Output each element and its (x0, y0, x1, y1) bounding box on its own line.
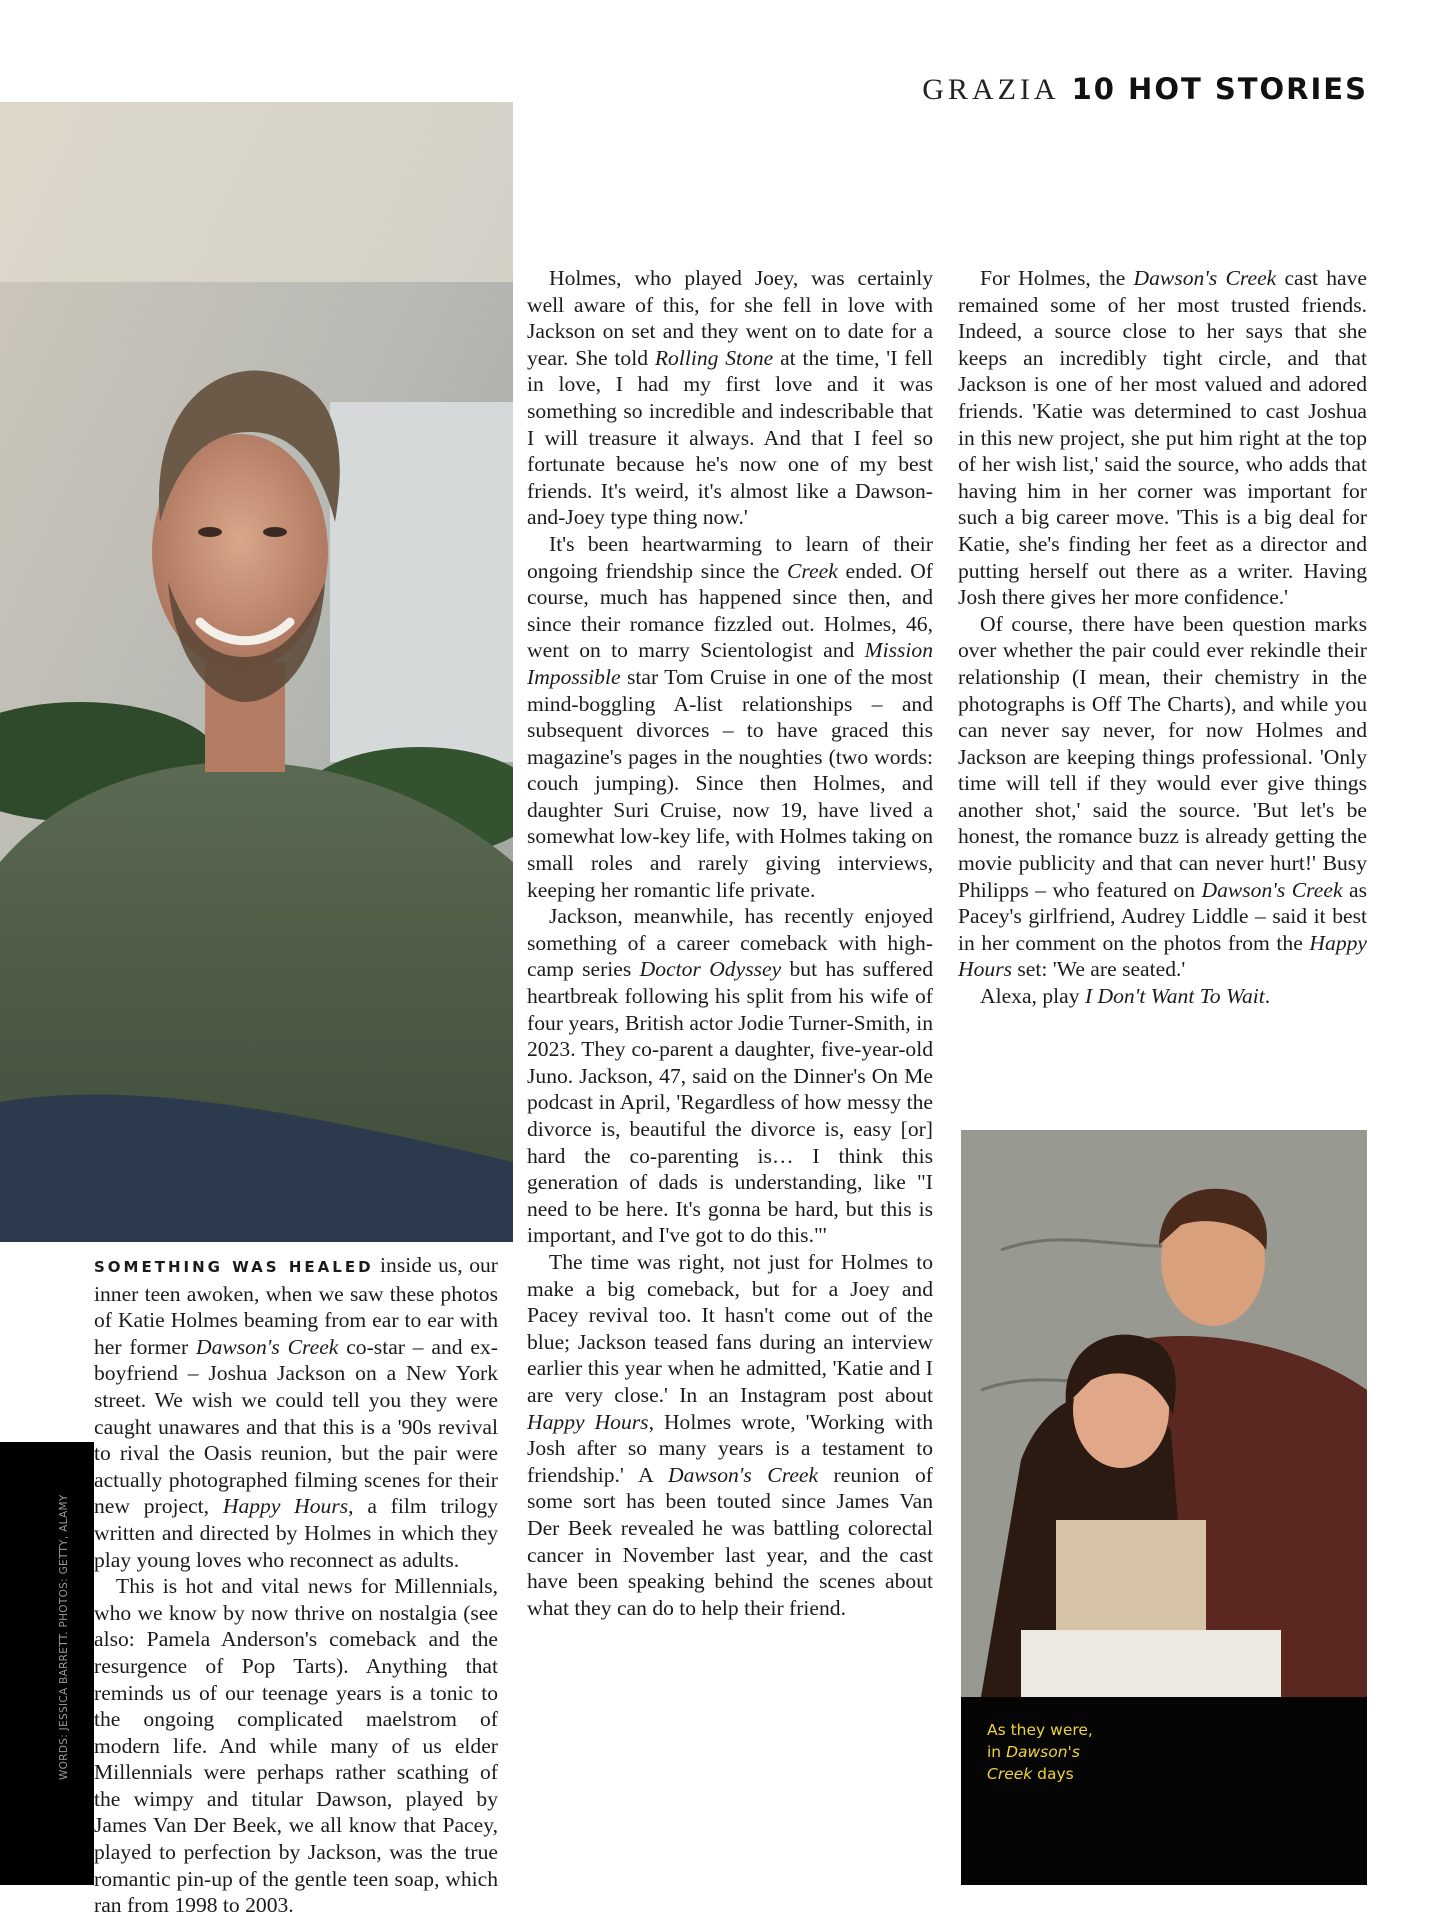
magazine-brand: GRAZIA (922, 73, 1060, 106)
lead-in: SOMETHING WAS HEALED (94, 1258, 374, 1276)
section-title: 10 HOT STORIES (1071, 72, 1368, 106)
hero-photo (0, 102, 513, 1242)
secondary-photo (961, 1130, 1367, 1697)
page-header (922, 72, 1368, 107)
article-paragraph: It's been heartwarming to learn of their ongoing friendship since the Creek ended. Of course, much has happened since then, and since their romance fizzled out. Holmes, 46, went on to marry Scientologist and Mission Impossible star Tom Cruise in one of the most mind-boggling A-list relationships – and subsequent divorces – to have graced this magazine's pages in the noughties (two words: couch jumping). Since then Holmes, and daughter Suri Cruise, now 19, have lived a somewhat low-key life, with Holmes taking on small roles and rarely giving interviews, keeping her romantic life private. (527, 531, 934, 902)
article-paragraph: Holmes, who played Joey, was certainly well aware of this, for she fell in love with Jackson on set and they went on to date for a year. She told Rolling Stone at the time, 'I fell in love, I had my first love and it was something so incredible and indescribable that I will treasure it always. And that I feel so fortunate because he's now one of my best friends. It's weird, it's almost like a Dawson-and-Joey type thing now.' (527, 266, 933, 530)
photo-credit: WORDS: JESSICA BARRETT. PHOTOS: GETTY, ALAMY (58, 1494, 70, 1780)
photo-caption: As they were, in Dawson's Creek days (987, 1721, 1093, 1783)
article-paragraph: SOMETHING WAS HEALED inside us, our inner teen awoken, when we saw these photos of Katie Holmes beaming from ear to ear with her former Dawson's Creek co-star – and ex-boyfriend – Joshua Jackson on a New York street. We wish we could tell you they were caught unawares and that this is a '90s revival to rival the Oasis reunion, but the pair were actually photographed filming scenes for their new project, Happy Hours, a film trilogy written and directed by Holmes in which they play young loves who reconnect as adults. (94, 1253, 498, 1572)
article-paragraph: The time was right, not just for Holmes to make a big comeback, but for a Joey and Pacey revival too. It hasn't come out of the blue; Jackson teased fans during an interview earlier this year when he admitted, 'Katie and I are very close.' In an Instagram post about Happy Hours, Holmes wrote, 'Working with Josh after so many years is a testament to friendship.' A Dawson's Creek reunion of some sort has been touted since James Van Der Beek revealed he was battling colorectal cancer in November last year, and the cast have been speaking behind the scenes about what they can do to help their friend. (527, 1249, 933, 1620)
credit-bar (0, 1442, 94, 1885)
article-column-1 (94, 1252, 498, 1919)
photo-caption-box (961, 1697, 1367, 1885)
article-paragraph: Alexa, play I Don't Want To Wait. (980, 984, 1271, 1009)
couple-portrait-photo-icon (961, 1130, 1367, 1697)
article-column-2 (527, 265, 933, 1621)
portrait-smiling-man-photo-icon (0, 102, 513, 1242)
article-paragraph: This is hot and vital news for Millennials, who we know by now thrive on nostalgia (see also: Pamela Anderson's comeback and the resurgence of Pop Tarts). Anything that reminds us of our teenage years is a tonic to the ongoing complicated maelstrom of modern life. And while many of us elder Millennials were perhaps rather scathing of the wimpy and titular Dawson, played by James Van Der Beek, we all know that Pacey, played to perfection by Jackson, was the true romantic pin-up of the gentle teen soap, which ran from 1998 to 2003. (94, 1574, 498, 1918)
article-paragraph: For Holmes, the Dawson's Creek cast have remained some of her most trusted friends. Indeed, a source close to her says that she keeps an incredibly tight circle, and that Jackson is one of her most valued and adored friends. 'Katie was determined to cast Joshua in this new project, she put him right at the top of her wish list,' said the source, who adds that having him in her corner was important for such a big career move. 'This is a big deal for Katie, she's finding her feet as a director and putting herself out there as a writer. Having Josh there gives her more confidence.' (958, 266, 1367, 610)
article-column-3 (958, 265, 1367, 1010)
article-paragraph: Jackson, meanwhile, has recently enjoyed something of a career comeback with high-camp series Doctor Odyssey but has suffered heartbreak following his split from his wife of four years, British actor Jodie Turner-Smith, in 2023. They co-parent a daughter, five-year-old Juno. Jackson, 47, said on the Dinner's On Me podcast in April, 'Regardless of how messy the divorce is, beautiful the divorce is, easy [or] hard the co-parenting is… I think this generation of dads is understanding, like "I need to be here. It's gonna be hard, but this is important, and I've got to do this."' (527, 904, 933, 1248)
article-paragraph: Of course, there have been question marks over whether the pair could ever rekindle their relationship (I mean, their chemistry in the photographs is Off The Charts), and while you can never say never, for now Holmes and Jackson are keeping things professional. 'Only time will tell if they would ever give things another shot,' said the source. 'But let's be honest, the romance buzz is already getting the movie publicity and that can never hurt!' Busy Philipps – who featured on Dawson's Creek as Pacey's girlfriend, Audrey Liddle – said it best in her comment on the photos from the Happy Hours set: 'We are seated.' (958, 611, 1367, 982)
